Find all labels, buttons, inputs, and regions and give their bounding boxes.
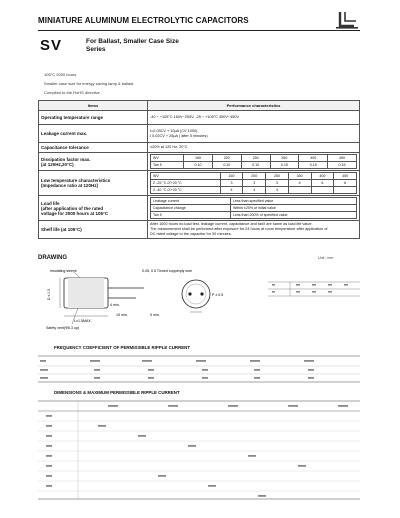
- label-length: L±1.5MAX.: [74, 319, 92, 323]
- spec-row-low-temp: [39, 171, 360, 196]
- spec-value: [148, 153, 360, 171]
- tan-cell: 0.15: [328, 162, 357, 169]
- spec-value: [148, 171, 360, 196]
- spec-label: Shelf life (at 105°C): [39, 221, 148, 239]
- label-terminal: 0.45, 0.5 Tinned copperply wire: [142, 269, 192, 273]
- low-temp-table: [150, 172, 357, 194]
- spec-value: ±20% at 120 Hz, 20°C: [148, 143, 360, 153]
- wv-cell: 400: [299, 155, 328, 162]
- feature-item: Compiled to the RoHS directive: [44, 90, 100, 95]
- spec-value: [148, 125, 360, 143]
- impedance-cell: 3: [243, 180, 266, 187]
- low-temp-label-2: (Impedance ratio at 120Hz): [41, 183, 99, 188]
- shelf-line-3: DC rated voltage to the capacitor for 30 minutes.: [150, 232, 232, 236]
- tan-cell: 0.10: [241, 162, 270, 169]
- impedance-label: Z -25 °C /Z+20 °C: [151, 180, 221, 187]
- label-pitch: P ± 0.5: [212, 293, 224, 297]
- spec-header-row: [39, 101, 360, 111]
- load-life-value: Within ±20% of initial value: [230, 205, 356, 212]
- label-lead-short: 4 min.: [110, 303, 120, 307]
- wv-cell: 350: [270, 155, 299, 162]
- impedance-cell: [334, 187, 357, 194]
- lead-dot: [188, 292, 191, 295]
- spec-label: [39, 171, 148, 196]
- wv-cell: 200: [243, 173, 266, 180]
- load-life-label-1: Load life: [41, 200, 60, 206]
- load-life-row: [151, 205, 357, 212]
- freq-coefficient-table: [38, 352, 360, 384]
- load-life-item: Capacitance change: [151, 205, 231, 212]
- dissipation-wv-row: [151, 155, 357, 162]
- load-life-row: [151, 212, 357, 219]
- spec-row-leakage: [39, 125, 360, 143]
- dissipation-label-2: (at 120Hz,20°C): [41, 161, 74, 167]
- wv-cell: 350: [288, 173, 311, 180]
- load-life-item: Tan δ: [151, 212, 231, 219]
- dimensions-heading: DIMENSIONS & MAXIMUM PERMISSIBLE RIPPLE CURRENT: [54, 390, 180, 395]
- header-rule: [38, 30, 360, 31]
- lead-spec-mini-table: [268, 278, 360, 300]
- spec-col-performance: Performance characteristics: [148, 101, 360, 111]
- spec-label: Operating temperature range: [39, 111, 148, 125]
- wv-label: WV: [151, 173, 221, 180]
- load-life-row: [151, 198, 357, 205]
- spec-label: Capacitance tolerance: [39, 143, 148, 153]
- spec-value: [148, 196, 360, 221]
- lead-dot: [200, 292, 203, 295]
- wv-cell: 250: [266, 173, 289, 180]
- tan-label: Tan δ: [151, 162, 184, 169]
- load-life-value: Less than 200% of specified value: [230, 212, 356, 219]
- impedance-cell: 4: [243, 187, 266, 194]
- impedance-cell: 6: [311, 180, 334, 187]
- wv-cell: 250: [241, 155, 270, 162]
- tan-cell: 0.10: [184, 162, 213, 169]
- spec-label: [39, 196, 148, 221]
- spec-col-items: Items: [39, 101, 148, 111]
- wv-cell: 160: [184, 155, 213, 162]
- impedance-cell: 4: [288, 180, 311, 187]
- impedance-cell: [288, 187, 311, 194]
- wv-cell: 160: [220, 173, 243, 180]
- wv-label: WV: [151, 155, 184, 162]
- leakage-line-1: I=0.03CV + 10μA (CV 1000): [150, 128, 198, 133]
- spec-row-dissipation: [39, 153, 360, 171]
- dimensions-ripple-table: [38, 397, 360, 502]
- spec-label: [39, 153, 148, 171]
- label-lead-long: 15 min.: [116, 313, 128, 317]
- load-life-table: [150, 197, 357, 219]
- load-life-label-2: (after application of the rated: [41, 205, 104, 211]
- impedance-cell: 4: [220, 187, 243, 194]
- label-sleeve: Insulating sleeve: [50, 269, 77, 273]
- label-min: 5 min.: [150, 313, 160, 317]
- wv-cell: 400: [311, 173, 334, 180]
- spec-row-cap-tolerance: [39, 143, 360, 153]
- capacitor-sleeve: [68, 278, 104, 308]
- tan-cell: 0.15: [270, 162, 299, 169]
- dissipation-label-1: Dissipation factor max.: [41, 156, 91, 162]
- tan-cell: 0.10: [212, 162, 241, 169]
- series-subtitle-line1: For Ballast, Smaller Case Size: [86, 38, 179, 45]
- series-code: SV: [40, 37, 63, 54]
- label-diameter: D ± 0.5: [47, 289, 51, 300]
- capacitor-dimension-drawing: [44, 266, 264, 330]
- impedance-cell: [311, 187, 334, 194]
- dissipation-tan-row: [151, 162, 357, 169]
- shelf-line-2: The measurement shall be performed after exposure for 24 hours at room temperature after application of: [150, 227, 328, 231]
- spec-label: Leakage current max.: [39, 125, 148, 143]
- series-subtitle: [86, 38, 179, 54]
- load-life-item: Leakage current: [151, 198, 231, 205]
- wv-cell: 450: [328, 155, 357, 162]
- spec-value: [148, 221, 360, 239]
- series-subtitle-line2: Series: [86, 46, 106, 53]
- wv-cell: 200: [212, 155, 241, 162]
- low-temp-wv-row: [151, 173, 357, 180]
- spec-row-shelf-life: [39, 221, 360, 239]
- document-title: MINIATURE ALUMINUM ELECTROLYTIC CAPACITORS: [38, 16, 249, 25]
- label-vent: Safety vent(Φ6.3 up): [46, 326, 80, 330]
- spec-row-op-temp: [39, 111, 360, 125]
- low-temp-row-2: [151, 187, 357, 194]
- shelf-line-1: After 1000 hours no load test, leakage current, capacitance and tanδ are same as load life value.: [150, 222, 313, 226]
- impedance-cell: 3: [266, 180, 289, 187]
- drawing-heading: DRAWING: [38, 255, 67, 261]
- feature-item: Smaller case size for energy saving lamp & ballast: [44, 81, 134, 86]
- load-life-value: Less than specified value: [230, 198, 356, 205]
- tan-cell: 0.15: [299, 162, 328, 169]
- spec-table: [38, 100, 360, 239]
- impedance-cell: 4: [266, 187, 289, 194]
- spec-value: -40 ~ +105°C 160V~250V, -25 ~ +105°C 350V~450V: [148, 111, 360, 125]
- wv-cell: 450: [334, 173, 357, 180]
- freq-coefficient-heading: FREQUENCY COEFFICIENT OF PERMISSIBLE RIPPLE CURRENT: [54, 345, 191, 350]
- low-temp-label-1: Low temperature characteristics: [41, 178, 111, 183]
- drawing-unit: Unit : mm: [318, 256, 334, 260]
- impedance-cell: 6: [334, 180, 357, 187]
- feature-list: [44, 70, 133, 97]
- leakage-line-2: I 0.02CV + 25μA ( after 5 minutes): [150, 133, 208, 138]
- manufacturer-logo-icon: [334, 10, 360, 30]
- load-life-label-3: voltage for 2000 hours at 105°C: [41, 210, 109, 216]
- spec-row-load-life: [39, 196, 360, 221]
- impedance-cell: 3: [220, 180, 243, 187]
- low-temp-row-1: [151, 180, 357, 187]
- impedance-label: Z -40 °C /Z+20 °C: [151, 187, 221, 194]
- dissipation-table: [150, 154, 357, 169]
- feature-item: 105°C 2000 hours: [44, 72, 77, 77]
